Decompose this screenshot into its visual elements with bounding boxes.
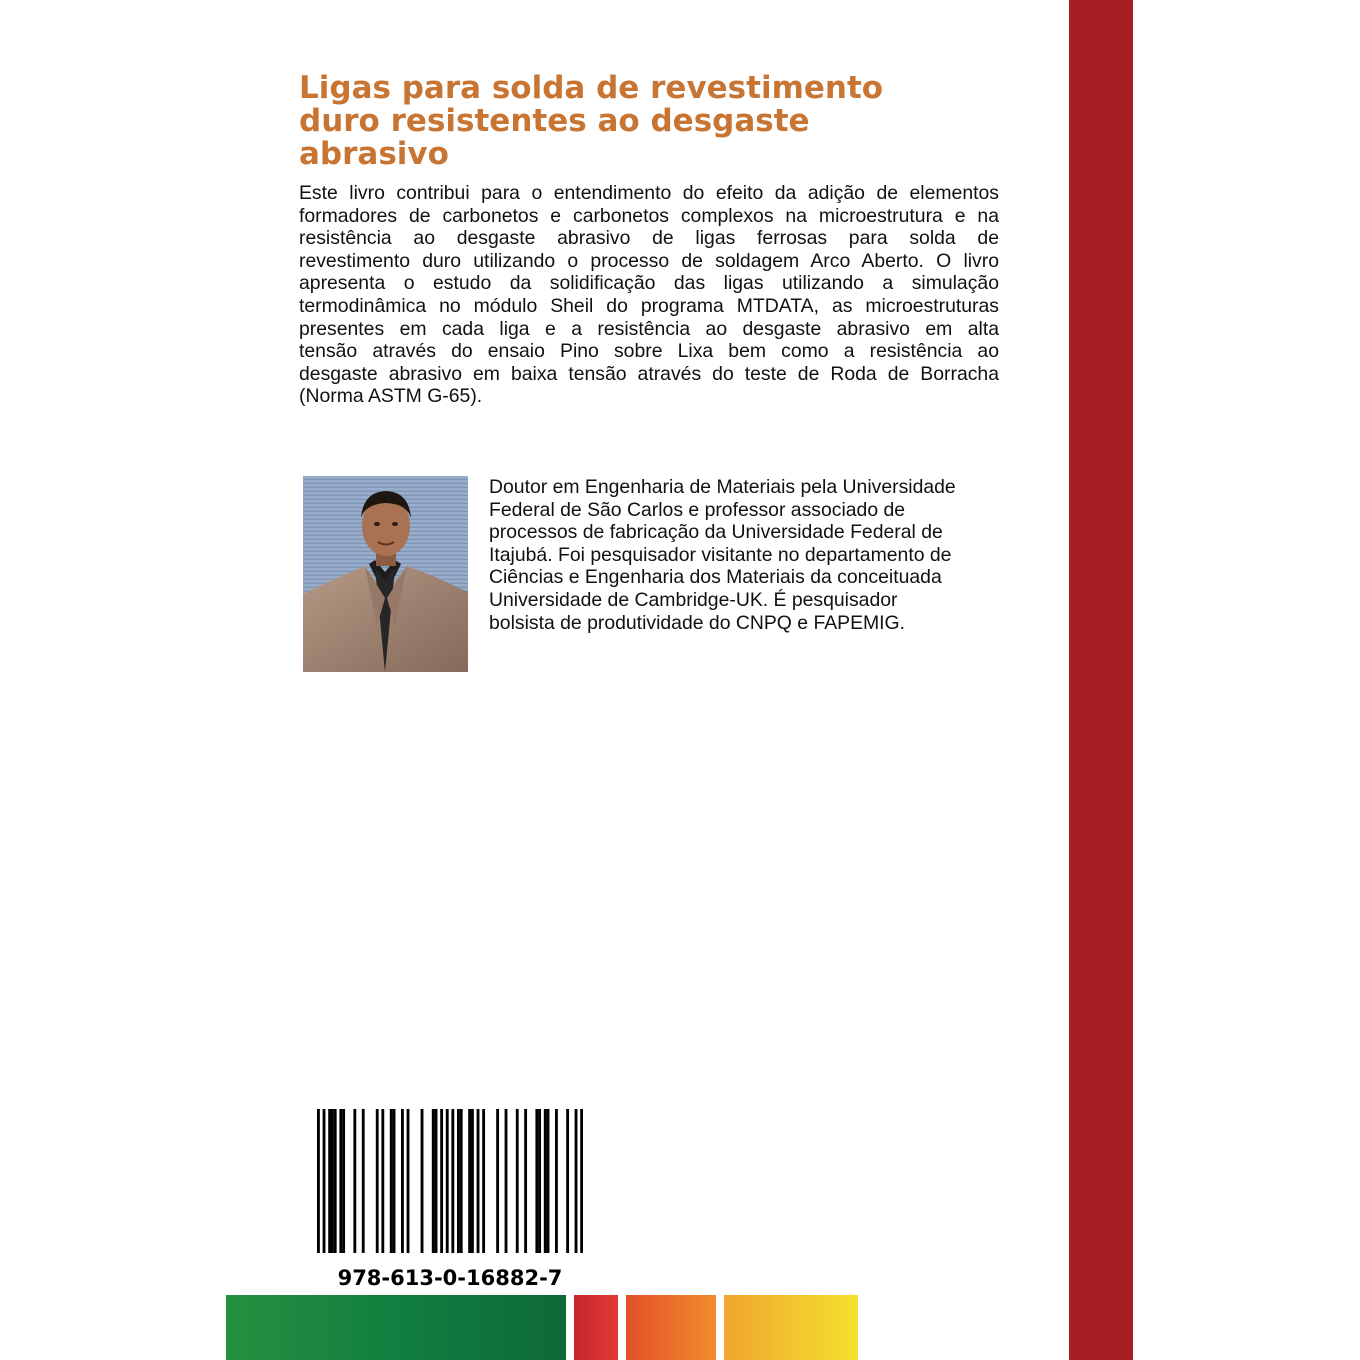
- description-line: Este livro contribui para o entendimento do efeito da adição de elementos: [299, 182, 999, 204]
- barcode-bar: [407, 1109, 410, 1253]
- barcode-bar: [421, 1109, 424, 1253]
- barcode-bar: [547, 1109, 550, 1253]
- description-line: formadores de carbonetos e carbonetos complexos na microestrutura e na: [299, 204, 999, 227]
- author-portrait-image: [303, 476, 468, 672]
- barcode-bar: [401, 1109, 404, 1253]
- barcode-bar: [451, 1109, 454, 1253]
- title-line: duro resistentes ao desgaste: [299, 103, 810, 139]
- bio-line: Ciências e Engenharia dos Materiais da conceituada: [489, 566, 942, 589]
- barcode-bar: [544, 1109, 547, 1253]
- orange-color-band: [626, 1295, 716, 1360]
- barcode-bar: [381, 1109, 384, 1253]
- bio-line: Itajubá. Foi pesquisador visitante no departamento de: [489, 543, 952, 566]
- barcode-bar: [331, 1109, 334, 1253]
- bio-line: processos de fabricação da Universidade Federal de: [489, 521, 943, 544]
- barcode-bar: [580, 1109, 583, 1253]
- bio-line: Federal de São Carlos e professor associado de: [489, 498, 906, 521]
- barcode-bar: [435, 1109, 438, 1253]
- barcode-bar: [328, 1109, 331, 1253]
- barcode-bar: [323, 1109, 326, 1253]
- barcode-bar: [362, 1109, 365, 1253]
- bio-line: Universidade de Cambridge-UK. É pesquisador: [489, 588, 898, 611]
- red-color-band: [574, 1295, 618, 1360]
- title-line: Ligas para solda de revestimento: [299, 70, 884, 106]
- barcode-bar: [477, 1109, 480, 1253]
- isbn-barcode: [317, 1109, 583, 1253]
- description-line: revestimento duro utilizando o processo de soldagem Arco Aberto. O livro: [299, 249, 999, 272]
- isbn-number: 978-613-0-16882-7: [337, 1266, 563, 1290]
- description-line: (Norma ASTM G-65).: [299, 385, 483, 408]
- green-color-band: [226, 1295, 566, 1360]
- book-title: [299, 72, 999, 171]
- barcode-bar: [457, 1109, 460, 1253]
- barcode-bar: [566, 1109, 569, 1253]
- author-bio: [489, 476, 1009, 634]
- barcode-bar: [440, 1109, 443, 1253]
- barcode-bar: [535, 1109, 538, 1253]
- barcode-bar: [555, 1109, 558, 1253]
- barcode-bar: [538, 1109, 541, 1253]
- red-spine-strip: [1069, 0, 1133, 1360]
- bio-line: bolsista de produtividade do CNPQ e FAPEMIG.: [489, 611, 906, 634]
- barcode-bar: [376, 1109, 379, 1253]
- barcode-bar: [496, 1109, 499, 1253]
- barcode-bar: [317, 1109, 320, 1253]
- barcode-bar: [575, 1109, 578, 1253]
- barcode-bar: [516, 1109, 519, 1253]
- barcode-bar: [468, 1109, 471, 1253]
- barcode-bar: [471, 1109, 474, 1253]
- barcode-bar: [446, 1109, 449, 1253]
- barcode-bar: [524, 1109, 527, 1253]
- barcode-bar: [482, 1109, 485, 1253]
- barcode-bar: [342, 1109, 345, 1253]
- barcode-bar: [393, 1109, 396, 1253]
- barcode-bar: [460, 1109, 463, 1253]
- author-photo: [303, 476, 468, 672]
- barcode-bar: [390, 1109, 393, 1253]
- description-line: desgaste abrasivo em baixa tensão através do teste de Roda de Borracha: [299, 362, 999, 385]
- description-line: presentes em cada liga e a resistência ao desgaste abrasivo em alta: [299, 317, 999, 340]
- bio-line: Doutor em Engenharia de Materiais pela Universidade: [489, 476, 956, 498]
- description-line: apresenta o estudo da solidificação das ligas utilizando a simulação: [299, 272, 999, 295]
- barcode-bar: [505, 1109, 508, 1253]
- barcode-bar: [339, 1109, 342, 1253]
- yellow-color-band: [724, 1295, 858, 1360]
- description-line: tensão através do ensaio Pino sobre Lixa bem como a resistência ao: [299, 340, 999, 363]
- description-line: resistência ao desgaste abrasivo de ligas ferrosas para solda de: [299, 227, 999, 250]
- barcode-bar: [432, 1109, 435, 1253]
- barcode-bar: [353, 1109, 356, 1253]
- book-description: [299, 182, 999, 408]
- title-line: abrasivo: [299, 136, 449, 172]
- description-line: termodinâmica no módulo Sheil do programa MTDATA, as microestruturas: [299, 294, 999, 317]
- barcode-bar: [334, 1109, 337, 1253]
